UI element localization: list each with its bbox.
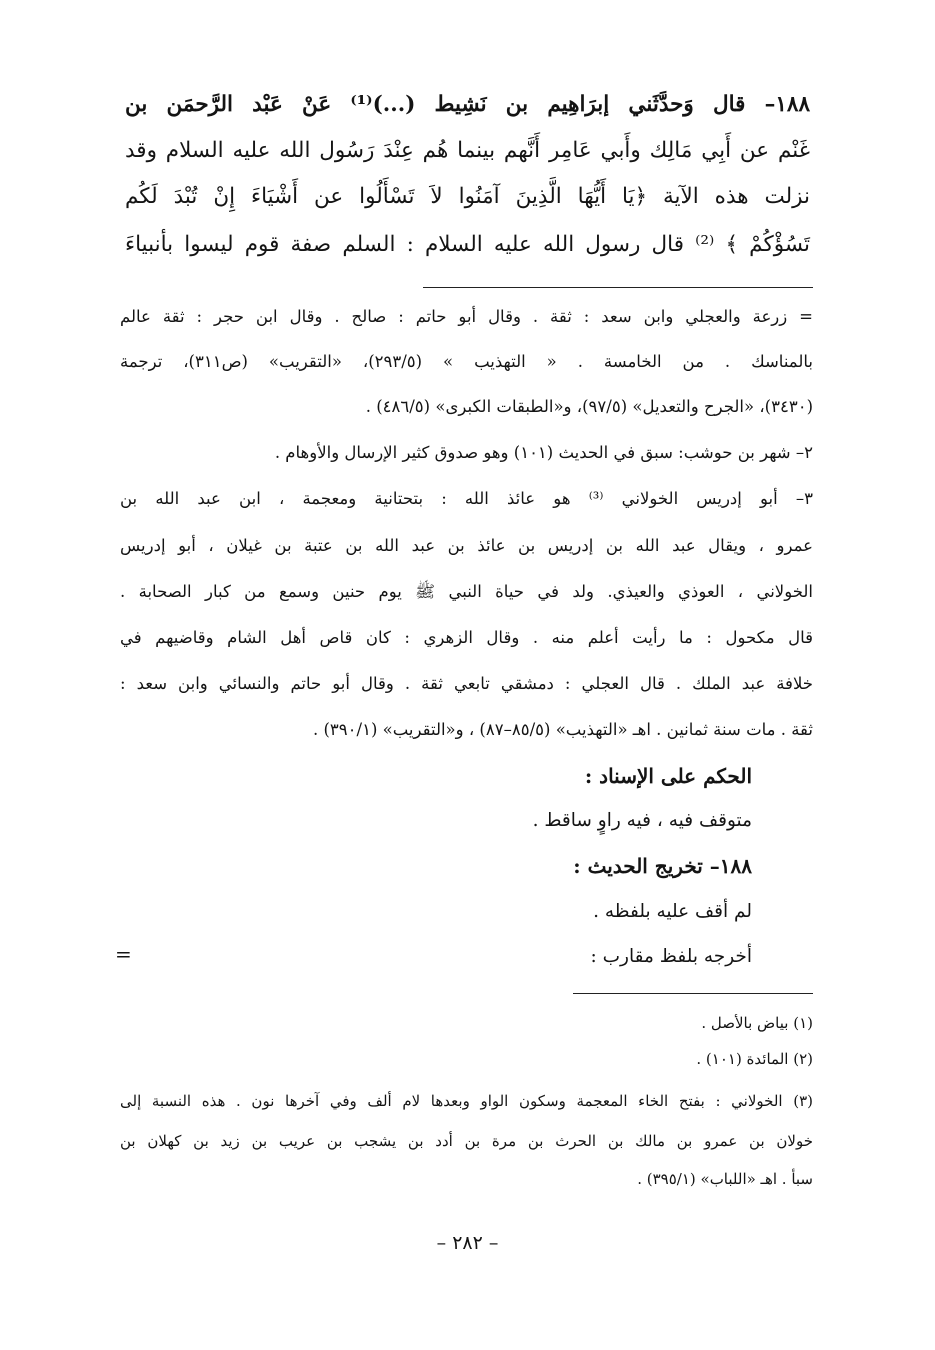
main-separator-rule [423, 287, 813, 288]
narrator-note-line-4: ٢– شهر بن حوشب: سبق في الحديث (١٠١) وهو صدوق كثير الإرسال والأوهام . [274, 443, 813, 462]
main-text-line-3: نزلت هذه الآية ﴿يَا أَيُّهَا الَّذِينَ آمَنُوا لاَ تَسْأَلُوا عن أَشْيَاءَ إِنْ تُبْدَ لَكُم [125, 184, 810, 209]
footnote-3-line-2: خولان بن عمرو بن مالك بن الحرث بن مرة بن أدد بن يشجب بن عريب بن زيد بن كهلان بن [120, 1132, 813, 1150]
narrator-note-line-2: بالمناسك . من الخامسة . « التهذيب » (٢٩٣/٥)، «التقريب» (ص٣١١)، ترجمة [120, 352, 813, 371]
continuation-mark: = [115, 942, 132, 966]
takhrij-line-2: أخرجه بلفظ مقارب : [590, 946, 752, 967]
main-text-line-4: تَسُؤْكُمْ ﴾ ⁽²⁾ قال رسول الله عليه السلام : السلم صفة قوم ليسوا بأنبياءَ [125, 232, 810, 257]
narrator-note-line-10: ثقة . مات سنة ثمانين . اهـ «التهذيب» (٨٥/٥–٨٧) ، و«التقريب» (٣٩٠/١) . [312, 720, 813, 739]
takhrij-line-1: لم أقف عليه بلفظه . [593, 901, 752, 922]
page-number: – ٢٨٢ – [436, 1232, 499, 1254]
footnote-3-line-3: سبأ . اهـ «اللباب» (٣٩٥/١) . [637, 1170, 813, 1188]
narrator-note-line-6: عمرو ، ويقال عبد الله بن إدريس بن عائذ بن عبد الله بن عتبة بن غيلان ، أبو إدريس [120, 536, 813, 555]
ruling-heading: الحكم على الإسناد : [584, 764, 752, 788]
ruling-text: متوقف فيه ، فيه راوٍ ساقط . [532, 810, 752, 831]
footnote-1: (١) بياض بالأصل . [701, 1014, 813, 1032]
narrator-note-line-5: ٣– أبو إدريس الخولاني ⁽³⁾ هو عائذ الله : بتحتانية ومعجمة ، ابن عبد الله بن [120, 489, 813, 508]
narrator-note-line-8: قال مكحول : ما رأيت أعلم منه . وقال الزهري : كان قاص أهل الشام وقاضيهم في [120, 628, 813, 647]
main-text-line-2: غَنْم عن أَبِي مَالِك وأَبي عَامِر أَنَّهم بينما هُم عِنْدَ رَسُول الله عليه السلام وقد [125, 138, 810, 163]
narrator-note-line-9: خلافة عبد الملك . قال العجلي : دمشقي تابعي ثقة . وقال أبو حاتم والنسائي وابن سعد : [120, 674, 813, 693]
footnote-separator-rule [573, 993, 813, 994]
footnote-2: (٢) المائدة (١٠١) . [696, 1050, 813, 1068]
takhrij-heading: ١٨٨– تخريج الحديث : [573, 854, 752, 878]
narrator-note-line-7: الخولاني ، العوذي والعيذي. ولد في حياة النبي ﷺ يوم حنين وسمع من كبار الصحابة . [120, 582, 813, 601]
narrator-note-line-3: (٣٤٣٠)، «الجرح والتعديل» (٩٧/٥)، و«الطبقات الكبرى» (٤٨٦/٥) . [365, 397, 813, 416]
footnote-3-line-1: (٣) الخولاني : بفتح الخاء المعجمة وسكون الواو وبعدها لام ألف وفي آخرها نون . هذه النسبة إلى [120, 1092, 813, 1110]
narrator-note-line-1: = زرعة والعجلي وابن سعد : ثقة . وقال أبو حاتم : صالح . وقال ابن حجر : ثقة عالم [120, 307, 813, 326]
main-text-line-1: ١٨٨– قال وَحدَّثَني إبرَاهِيم بن نَشِيط (...)⁽¹⁾ عَنْ عَبْد الرَّحمَن بن [125, 92, 810, 117]
